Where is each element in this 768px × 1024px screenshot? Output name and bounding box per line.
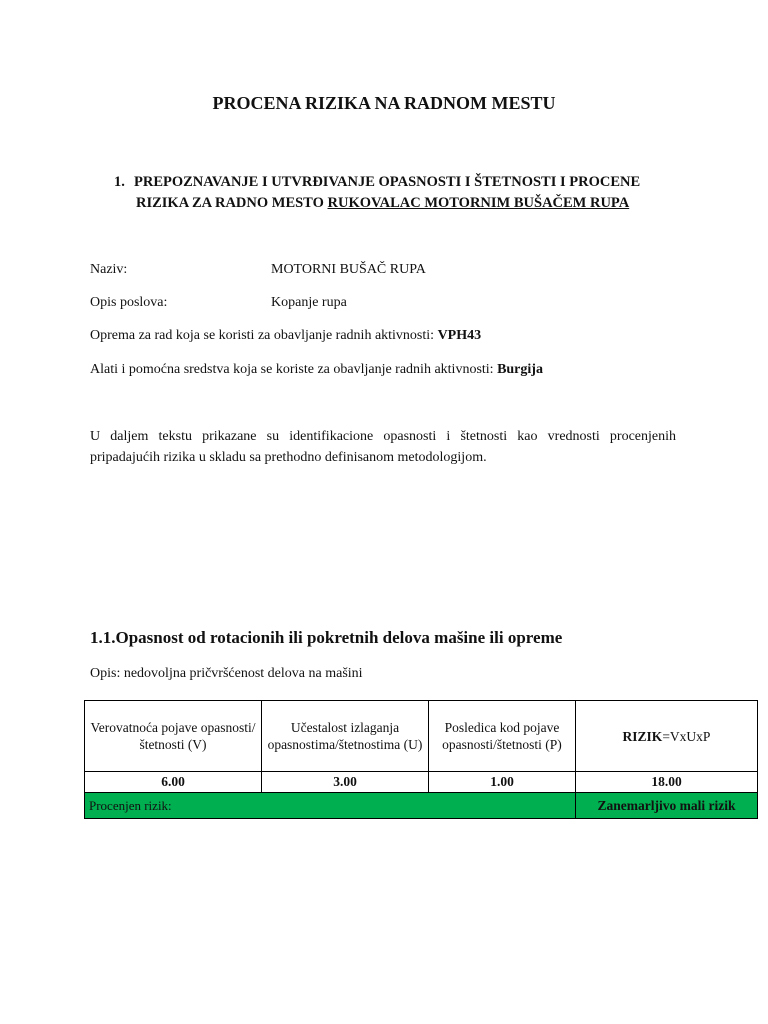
risk-table-header-row [85, 701, 758, 772]
subsection-heading: 1.1.Opasnost od rotacionih ili pokretnih delova mašine ili opreme [90, 628, 563, 647]
rizik-formula: =VxUxP [662, 728, 711, 744]
section-1-heading [114, 172, 674, 214]
value-u: 3.00 [262, 772, 429, 793]
oprema-label: Oprema za rad koja se koristi za obavljanje radnih aktivnosti: [90, 328, 435, 343]
header-ucestalost: Učestalost izlaganja opasnostima/štetnostima (U) [262, 701, 429, 772]
oprema-row [90, 328, 481, 344]
value-v: 6.00 [85, 772, 262, 793]
section-1-text-2: RIZIKA ZA RADNO MESTO [136, 195, 328, 211]
header-rizik [576, 701, 758, 772]
value-p: 1.00 [429, 772, 576, 793]
risk-table [84, 700, 758, 819]
result-label: Procenjen rizik: [85, 793, 576, 819]
header-posledica: Posledica kod pojave opasnosti/štetnosti (P) [429, 701, 576, 772]
subsection-description: Opis: nedovoljna pričvršćenost delova na mašini [90, 666, 363, 681]
header-verovatnoca: Verovatnoća pojave opasnosti/štetnosti (V) [85, 701, 262, 772]
opis-poslova-label: Opis poslova: [90, 295, 168, 310]
alati-value: Burgija [497, 362, 543, 377]
section-number: 1. [114, 174, 125, 190]
alati-label: Alati i pomoćna sredstva koja se koriste za obavljanje radnih aktivnosti: [90, 362, 494, 377]
oprema-value: VPH43 [437, 328, 482, 343]
rizik-label: RIZIK [622, 728, 663, 744]
section-1-text: PREPOZNAVANJE I UTVRĐIVANJE OPASNOSTI I ŠTETNOSTI I PROCENE [134, 174, 641, 190]
naziv-row [90, 262, 426, 278]
risk-table-values-row [85, 772, 758, 793]
value-rizik: 18.00 [576, 772, 758, 793]
page-title: PROCENA RIZIKA NA RADNOM MESTU [212, 93, 556, 113]
section-1-line-1 [114, 172, 674, 193]
workplace-name: RUKOVALAC MOTORNIM BUŠAČEM RUPA [327, 195, 630, 211]
naziv-value: MOTORNI BUŠAČ RUPA [271, 262, 426, 277]
section-1-line-2 [114, 193, 674, 214]
opis-poslova-value: Kopanje rupa [271, 295, 347, 310]
risk-table-result-row [85, 793, 758, 819]
naziv-label: Naziv: [90, 262, 128, 277]
result-value: Zanemarljivo mali rizik [576, 793, 758, 819]
alati-row [90, 362, 543, 378]
opis-poslova-row [90, 295, 347, 311]
intro-paragraph: U daljem tekstu prikazane su identifikacione opasnosti i štetnosti kao vrednosti procenjenih pripadajućih rizika u skladu sa prethodno definisanom metodologijom. [90, 429, 676, 465]
